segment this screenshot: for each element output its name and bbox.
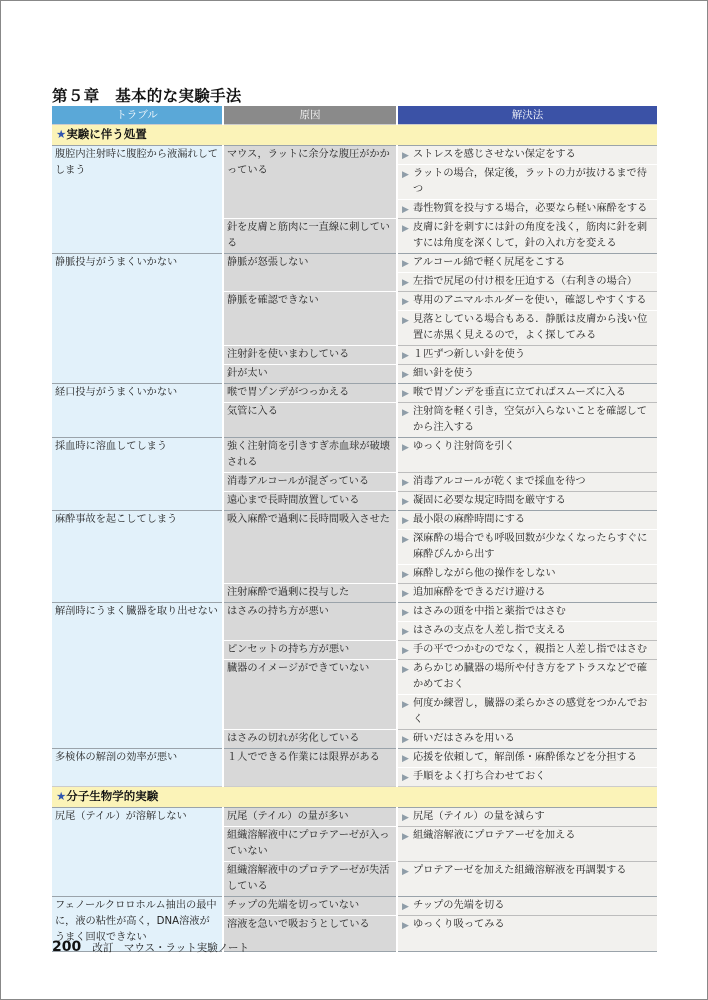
arrow-icon: ▶ xyxy=(402,646,409,656)
trouble-cell: 腹腔内注射時に腹腔から液漏れしてしまう xyxy=(52,146,223,254)
solution-cell: ▶ 左指で尻尾の付け根を圧迫する（右利きの場合） xyxy=(397,273,657,292)
cause-cell: 針が太い xyxy=(223,365,397,384)
solution-cell: ▶ 消毒アルコールが乾くまで採血を待つ xyxy=(397,473,657,492)
cause-cell: はさみの持ち方が悪い xyxy=(223,603,397,641)
cause-cell: 針を皮膚と筋肉に一直線に刺している xyxy=(223,219,397,254)
trouble-cell: フェノールクロロホルム抽出の最中に，液の粘性が高く，DNA溶液がうまく回収できない xyxy=(52,897,223,952)
header-solution: 解決法 xyxy=(397,106,657,125)
solution-cell: ▶ ラットの場合，保定後，ラットの力が抜けるまで待つ xyxy=(397,165,657,200)
solution-cell: ▶ 組織溶解液にプロテアーゼを加える xyxy=(397,827,657,862)
arrow-icon: ▶ xyxy=(402,224,409,234)
solution-cell: ▶ はさみの支点を人差し指で支える xyxy=(397,622,657,641)
solution-cell: ▶ 手順をよく打ち合わせておく xyxy=(397,768,657,787)
arrow-icon: ▶ xyxy=(402,735,409,745)
trouble-cell: 採血時に溶血してしまう xyxy=(52,438,223,511)
cause-cell: 注射麻酔で過剰に投与した xyxy=(223,584,397,603)
solution-cell: ▶ ストレスを感じさせない保定をする xyxy=(397,146,657,165)
page-number: 200 xyxy=(52,939,82,955)
arrow-icon: ▶ xyxy=(402,278,409,288)
arrow-icon: ▶ xyxy=(402,516,409,526)
trouble-cell: 経口投与がうまくいかない xyxy=(52,384,223,438)
solution-cell: ▶ はさみの頭を中指と薬指ではさむ xyxy=(397,603,657,622)
table-row xyxy=(52,438,657,473)
solution-cell: ▶ アルコール綿で軽く尻尾をこする xyxy=(397,254,657,273)
book-title: 改訂 マウス・ラット実験ノート xyxy=(92,942,249,954)
table-row xyxy=(52,254,657,273)
cause-cell: 静脈を確認できない xyxy=(223,292,397,346)
cause-cell: 吸入麻酔で過剰に長時間吸入させた xyxy=(223,511,397,584)
troubleshooting-table xyxy=(52,106,657,952)
solution-cell: ▶ 何度か練習し，臓器の柔らかさの感覚をつかんでおく xyxy=(397,695,657,730)
trouble-cell: 多検体の解剖の効率が悪い xyxy=(52,749,223,787)
solution-cell: ▶ チップの先端を切る xyxy=(397,897,657,916)
star-icon: ★ xyxy=(56,127,67,141)
arrow-icon: ▶ xyxy=(402,700,409,710)
solution-cell: ▶ プロテアーゼを加えた組織溶解液を再調製する xyxy=(397,862,657,897)
cause-cell: チップの先端を切っていない xyxy=(223,897,397,916)
solution-cell: ▶ 尻尾（テイル）の量を減らす xyxy=(397,808,657,827)
arrow-icon: ▶ xyxy=(402,351,409,361)
table-row xyxy=(52,511,657,530)
solution-cell: ▶ 見落としている場合もある．静脈は皮膚から浅い位置に赤黒く見えるので，よく探してみる xyxy=(397,311,657,346)
cause-cell: 尻尾（テイル）の量が多い xyxy=(223,808,397,827)
trouble-cell: 解剖時にうまく臓器を取り出せない xyxy=(52,603,223,749)
cause-cell: 気管に入る xyxy=(223,403,397,438)
arrow-icon: ▶ xyxy=(402,170,409,180)
section-header xyxy=(52,787,657,808)
table-header-row xyxy=(52,106,657,125)
solution-cell: ▶ 凝固に必要な規定時間を厳守する xyxy=(397,492,657,511)
arrow-icon: ▶ xyxy=(402,921,409,931)
arrow-icon: ▶ xyxy=(402,665,409,675)
solution-cell: ▶ 注射筒を軽く引き，空気が入らないことを確認してから注入する xyxy=(397,403,657,438)
cause-cell: 組織溶解液中にプロテアーゼが入っていない xyxy=(223,827,397,862)
trouble-cell: 麻酔事故を起こしてしまう xyxy=(52,511,223,603)
page-footer xyxy=(52,936,249,955)
solution-cell: ▶ 追加麻酔をできるだけ避ける xyxy=(397,584,657,603)
arrow-icon: ▶ xyxy=(402,867,409,877)
table-row xyxy=(52,749,657,768)
solution-cell: ▶ あらかじめ臓器の場所や付き方をアトラスなどで確かめておく xyxy=(397,660,657,695)
arrow-icon: ▶ xyxy=(402,902,409,912)
arrow-icon: ▶ xyxy=(402,535,409,545)
arrow-icon: ▶ xyxy=(402,443,409,453)
arrow-icon: ▶ xyxy=(402,151,409,161)
arrow-icon: ▶ xyxy=(402,478,409,488)
cause-cell: 静脈が怒張しない xyxy=(223,254,397,292)
table-row xyxy=(52,146,657,165)
star-icon: ★ xyxy=(56,789,67,803)
solution-cell: ▶ 喉で胃ゾンデを垂直に立てればスムーズに入る xyxy=(397,384,657,403)
section-header xyxy=(52,125,657,146)
arrow-icon: ▶ xyxy=(402,813,409,823)
cause-cell: はさみの切れが劣化している xyxy=(223,730,397,749)
cause-cell: 組織溶解液中のプロテアーゼが失活している xyxy=(223,862,397,897)
solution-cell: ▶ 研いだはさみを用いる xyxy=(397,730,657,749)
table-row xyxy=(52,603,657,622)
section-title: 分子生物学的実験 xyxy=(66,789,159,803)
arrow-icon: ▶ xyxy=(402,297,409,307)
table-row xyxy=(52,384,657,403)
section-title: 実験に伴う処置 xyxy=(66,127,147,141)
solution-cell: ▶ 応援を依頼して，解剖係・麻酔係などを分担する xyxy=(397,749,657,768)
arrow-icon: ▶ xyxy=(402,205,409,215)
solution-cell: ▶ ゆっくり吸ってみる xyxy=(397,916,657,952)
cause-cell: 注射針を使いまわしている xyxy=(223,346,397,365)
cause-cell: 喉で胃ゾンデがつっかえる xyxy=(223,384,397,403)
arrow-icon: ▶ xyxy=(402,754,409,764)
arrow-icon: ▶ xyxy=(402,316,409,326)
arrow-icon: ▶ xyxy=(402,370,409,380)
solution-cell: ▶ 専用のアニマルホルダーを使い，確認しやすくする xyxy=(397,292,657,311)
cause-cell: 臓器のイメージができていない xyxy=(223,660,397,730)
table-row xyxy=(52,897,657,916)
solution-cell: ▶ 深麻酔の場合でも呼吸回数が少なくなったらすぐに麻酔ぴんから出す xyxy=(397,530,657,565)
arrow-icon: ▶ xyxy=(402,570,409,580)
arrow-icon: ▶ xyxy=(402,589,409,599)
cause-cell: 溶液を急いで吸おうとしている xyxy=(223,916,397,952)
table-row xyxy=(52,808,657,827)
solution-cell: ▶ ゆっくり注射筒を引く xyxy=(397,438,657,473)
arrow-icon: ▶ xyxy=(402,408,409,418)
solution-cell: ▶ 最小限の麻酔時間にする xyxy=(397,511,657,530)
cause-cell: 消毒アルコールが混ざっている xyxy=(223,473,397,492)
solution-cell: ▶ 皮膚に針を刺すには針の角度を浅く，筋肉に針を刺すには角度を深くして，針の入れ方を変える xyxy=(397,219,657,254)
arrow-icon: ▶ xyxy=(402,608,409,618)
solution-cell: ▶ 毒性物質を投与する場合，必要なら軽い麻酔をする xyxy=(397,200,657,219)
solution-cell: ▶ 細い針を使う xyxy=(397,365,657,384)
arrow-icon: ▶ xyxy=(402,259,409,269)
arrow-icon: ▶ xyxy=(402,497,409,507)
arrow-icon: ▶ xyxy=(402,773,409,783)
header-trouble: トラブル xyxy=(52,106,223,125)
cause-cell: 強く注射筒を引きすぎ赤血球が破壊される xyxy=(223,438,397,473)
solution-cell: ▶ 手の平でつかむのでなく，親指と人差し指ではさむ xyxy=(397,641,657,660)
cause-cell: マウス，ラットに余分な腹圧がかかっている xyxy=(223,146,397,219)
cause-cell: ピンセットの持ち方が悪い xyxy=(223,641,397,660)
trouble-cell: 尻尾（テイル）が溶解しない xyxy=(52,808,223,897)
cause-cell: 遠心まで長時間放置している xyxy=(223,492,397,511)
arrow-icon: ▶ xyxy=(402,832,409,842)
solution-cell: ▶ １匹ずつ新しい針を使う xyxy=(397,346,657,365)
trouble-cell: 静脈投与がうまくいかない xyxy=(52,254,223,384)
solution-cell: ▶ 麻酔しながら他の操作をしない xyxy=(397,565,657,584)
cause-cell: １人でできる作業には限界がある xyxy=(223,749,397,787)
arrow-icon: ▶ xyxy=(402,389,409,399)
chapter-title: 第５章 基本的な実験手法 xyxy=(52,87,242,105)
arrow-icon: ▶ xyxy=(402,627,409,637)
header-cause: 原因 xyxy=(223,106,397,125)
